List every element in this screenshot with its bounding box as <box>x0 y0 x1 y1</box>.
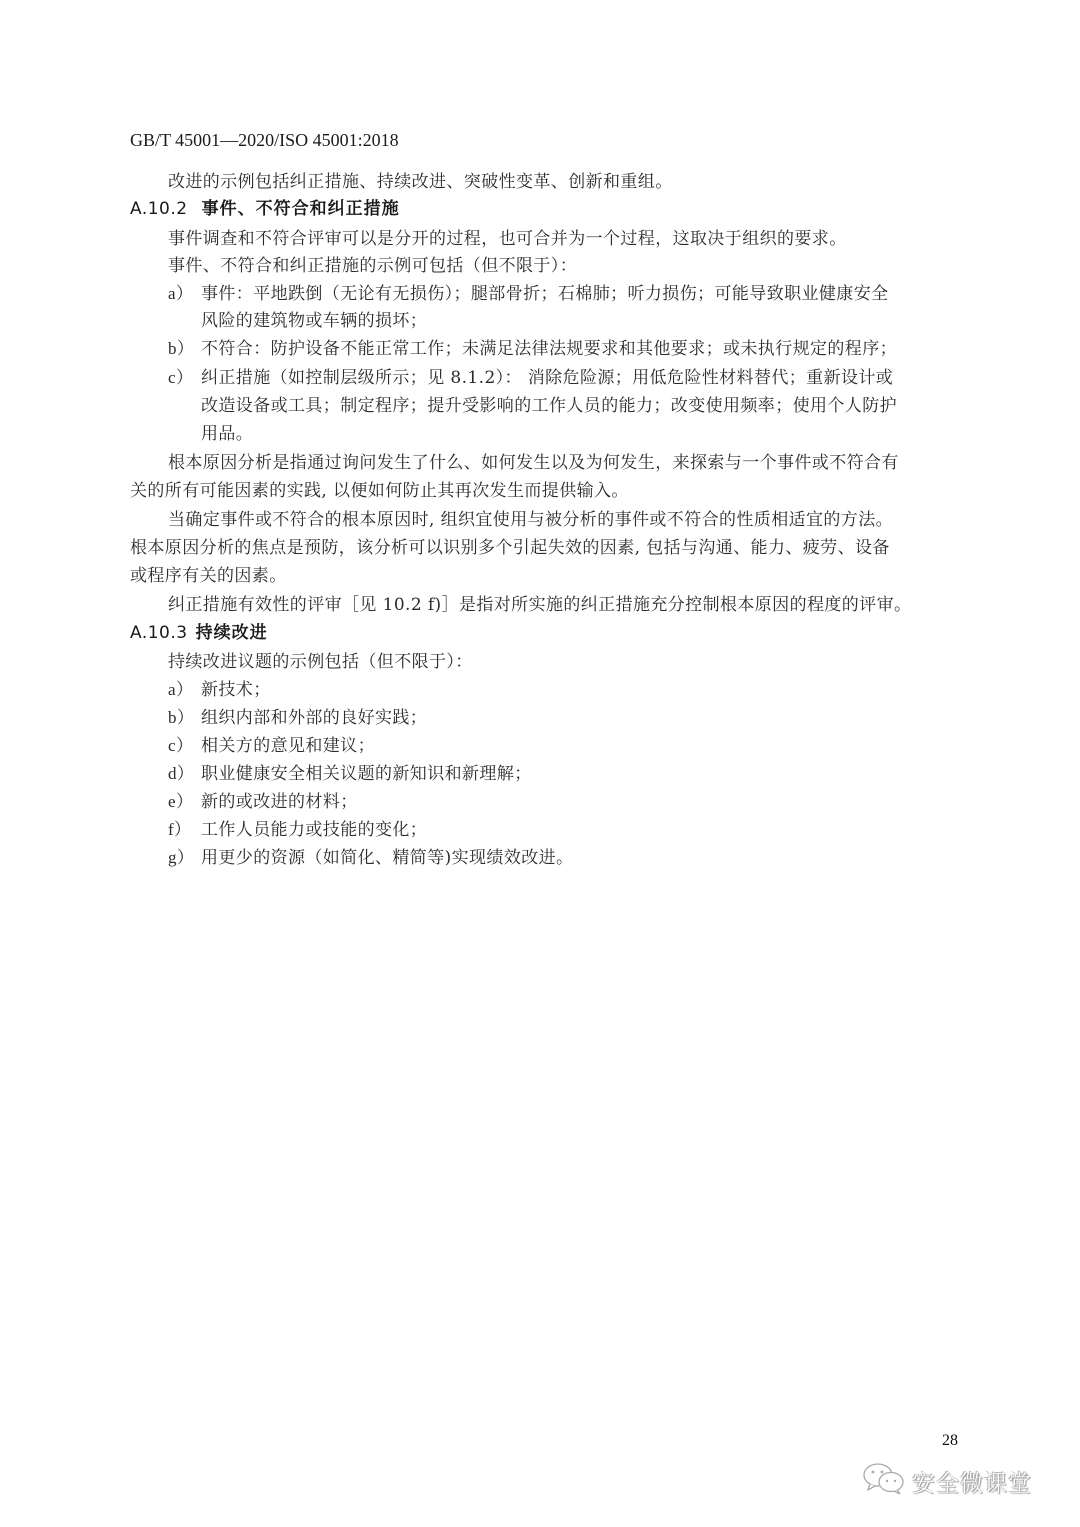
page-number: 28 <box>942 1432 958 1449</box>
list-item-text: 组织内部和外部的良好实践； <box>201 708 428 728</box>
section-heading-a-10-3 <box>130 621 268 645</box>
list-item <box>168 282 889 306</box>
list-item-text: 工作人员能力或技能的变化； <box>201 820 428 840</box>
paragraph-continuation: 关的所有可能因素的实践, 以便如何防止其再次发生而提供输入。 <box>130 481 629 501</box>
list-item <box>168 366 893 390</box>
list-marker: b） <box>168 339 195 358</box>
list-marker: d） <box>168 764 195 783</box>
intro-paragraph: 改进的示例包括纠正措施、持续改进、突破性变革、创新和重组。 <box>168 172 673 192</box>
list-item <box>168 818 427 842</box>
standard-id-header: GB/T 45001—2020/ISO 45001:2018 <box>130 130 399 150</box>
section-title: 持续改进 <box>195 623 268 643</box>
watermark-text: 安全微课堂 <box>912 1470 1032 1497</box>
list-item <box>168 337 897 361</box>
list-item-continuation: 改造设备或工具；制定程序；提升受影响的工作人员的能力；改变使用频率；使用个人防护 <box>201 396 897 416</box>
paragraph: 事件、不符合和纠正措施的示例可包括（但不限于）： <box>168 256 578 276</box>
watermark <box>862 1462 1032 1500</box>
section-title: 事件、不符合和纠正措施 <box>201 199 400 219</box>
list-item-text: 事件：平地跌倒（无论有无损伤）；腿部骨折；石棉肺；听力损伤；可能导致职业健康安全 <box>201 284 889 304</box>
paragraph: 持续改进议题的示例包括（但不限于）： <box>168 652 473 672</box>
list-item <box>168 678 271 702</box>
paragraph: 纠正措施有效性的评审［见 10.2 f)］是指对所实施的纠正措施充分控制根本原因的程度的评审。 <box>168 595 912 615</box>
list-marker: c） <box>168 368 194 387</box>
list-marker: g） <box>168 848 195 867</box>
list-marker: a） <box>168 680 194 699</box>
list-marker: b） <box>168 708 195 727</box>
list-marker: a） <box>168 284 194 303</box>
list-item-continuation: 用品。 <box>201 424 254 444</box>
list-item <box>168 790 358 814</box>
list-item-text: 新的或改进的材料； <box>201 792 358 812</box>
list-marker: e） <box>168 792 194 811</box>
list-item <box>168 706 427 730</box>
list-item-text: 相关方的意见和建议； <box>201 736 375 756</box>
list-item <box>168 734 375 758</box>
list-item <box>168 846 573 870</box>
section-number: A.10.3 <box>130 623 188 643</box>
paragraph: 事件调查和不符合评审可以是分开的过程，也可合并为一个过程，这取决于组织的要求。 <box>168 229 847 249</box>
section-number: A.10.2 <box>130 199 188 219</box>
paragraph-continuation: 或程序有关的因素。 <box>130 566 287 586</box>
paragraph-continuation: 根本原因分析的焦点是预防，该分析可以识别多个引起失效的因素, 包括与沟通、能力、疲劳、设备 <box>130 538 890 558</box>
list-item-text: 新技术； <box>201 680 271 700</box>
list-item-text: 纠正措施（如控制层级所示；见 8.1.2）： 消除危险源；用低危险性材料替代；重新设计或 <box>201 368 894 388</box>
paragraph: 当确定事件或不符合的根本原因时, 组织宜使用与被分析的事件或不符合的性质相适宜的方法。 <box>168 510 894 530</box>
list-item-continuation: 风险的建筑物或车辆的损坏； <box>201 311 428 331</box>
list-marker: f） <box>168 820 192 839</box>
list-item-text: 职业健康安全相关议题的新知识和新理解； <box>201 764 532 784</box>
list-item-text: 用更少的资源（如简化、精简等)实现绩效改进。 <box>201 848 574 868</box>
list-item-text: 不符合：防护设备不能正常工作；未满足法律法规要求和其他要求；或未执行规定的程序； <box>201 339 897 359</box>
paragraph: 根本原因分析是指通过询问发生了什么、如何发生以及为何发生，来探索与一个事件或不符合有 <box>168 453 899 473</box>
wechat-icon <box>862 1462 906 1500</box>
list-marker: c） <box>168 736 194 755</box>
list-item <box>168 762 532 786</box>
section-heading-a-10-2 <box>130 197 400 221</box>
